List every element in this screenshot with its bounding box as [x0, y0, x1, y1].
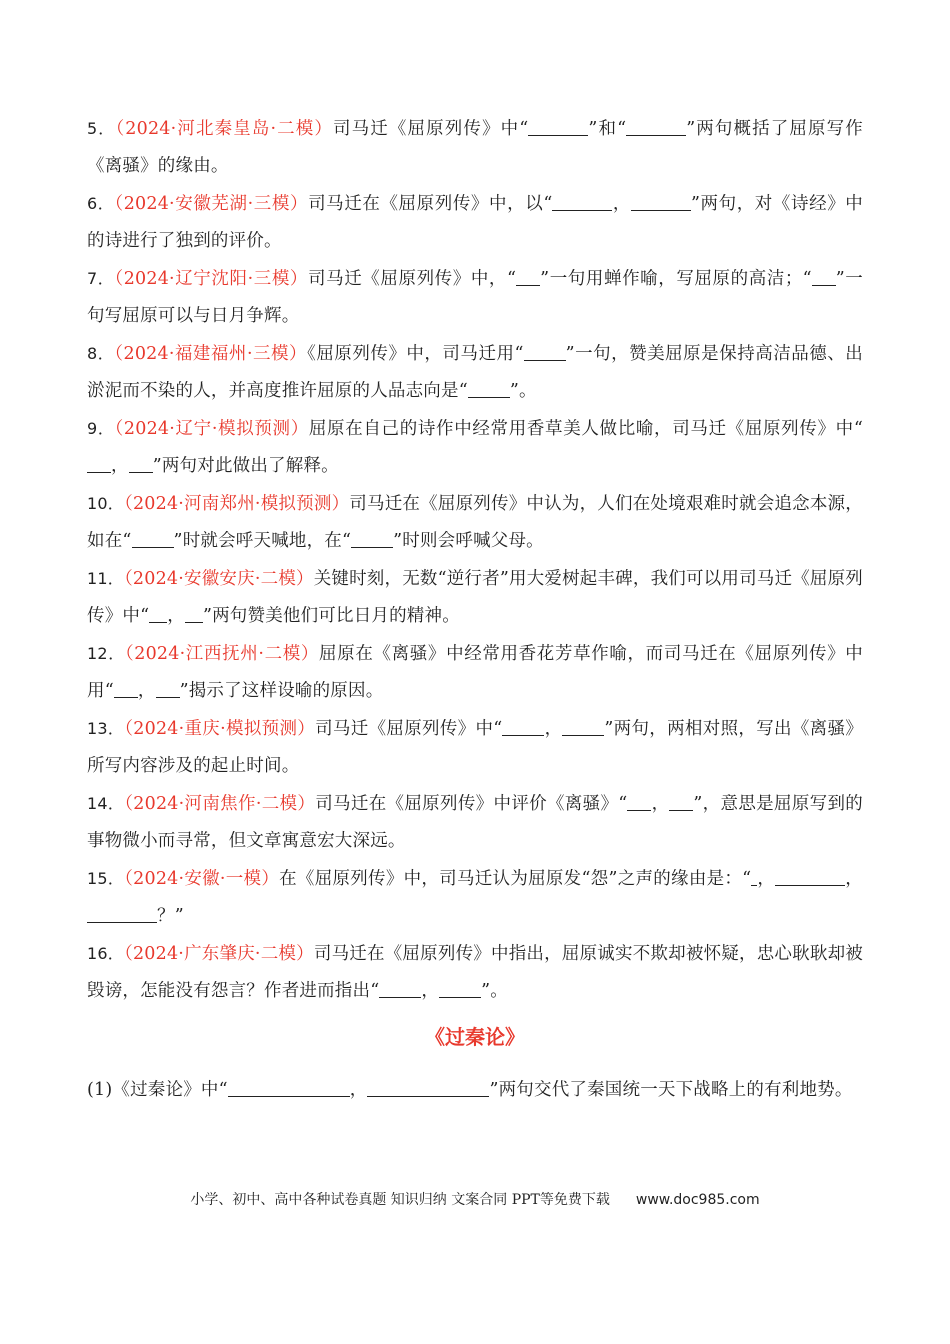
question-source: （2024·安徽·一模）	[124, 869, 280, 889]
question-text: 司马迁《屈原列传》中“	[315, 719, 503, 739]
question-item	[87, 110, 863, 185]
question-text: ，	[111, 456, 129, 476]
question-item	[87, 335, 863, 410]
answer-blank[interactable]	[552, 192, 612, 211]
answer-blank[interactable]	[627, 792, 651, 811]
question-item	[87, 185, 863, 260]
question-source: （2024·河南郑州·模拟预测）	[124, 494, 350, 514]
question-item	[87, 935, 863, 1010]
question-text: ，	[544, 719, 563, 739]
question-text: ”一句写屈原可以与日月争辉。	[87, 269, 863, 326]
question-text: ”时则会呼喊父母。	[393, 531, 544, 551]
answer-blank[interactable]	[562, 717, 604, 736]
answer-blank[interactable]	[114, 679, 138, 698]
question-item	[87, 860, 863, 935]
question-number: 15．	[87, 869, 125, 888]
question-text: 《屈原列传》中，司马迁用“	[307, 344, 524, 364]
answer-blank[interactable]	[149, 604, 167, 623]
footer-url[interactable]: www.doc985.com	[635, 1192, 760, 1208]
question-text: 屈原在自己的诗作中经常用香草美人做比喻，司马迁《屈原列传》中“	[308, 419, 863, 439]
question-source: （2024·福建福州·三模）	[114, 344, 308, 364]
answer-blank[interactable]	[669, 792, 693, 811]
question-text: ？”	[157, 906, 184, 926]
answer-blank[interactable]	[87, 904, 157, 923]
question-item	[87, 410, 863, 485]
question-text: ”。	[481, 981, 508, 1001]
answer-blank[interactable]	[379, 979, 421, 998]
question-number: 6．	[87, 194, 115, 213]
question-text: ，	[421, 981, 440, 1001]
question-number: 9．	[87, 419, 115, 438]
answer-blank[interactable]	[156, 679, 180, 698]
question-number: 8．	[87, 344, 115, 363]
question-number: 10．	[87, 494, 124, 513]
question-text: 在《屈原列传》中，司马迁认为屈原发“怨”之声的缘由是：“	[279, 869, 752, 889]
footer	[0, 1188, 950, 1212]
answer-blank[interactable]	[129, 454, 153, 473]
answer-blank[interactable]	[524, 342, 566, 361]
question-item	[87, 260, 863, 335]
answer-blank[interactable]	[775, 867, 845, 886]
question-number: 14．	[87, 794, 125, 813]
answer-blank[interactable]	[185, 604, 203, 623]
question-text: 司马迁《屈原列传》中“	[333, 119, 529, 139]
question-text: ”两句赞美他们可比日月的精神。	[202, 606, 460, 626]
question-item	[87, 710, 863, 785]
question-text: 《过秦论》中“	[112, 1080, 228, 1100]
question-source: （2024·广东肇庆·二模）	[124, 944, 314, 964]
answer-blank[interactable]	[87, 454, 111, 473]
question-item	[87, 485, 863, 560]
question-text: ，	[612, 194, 631, 214]
answer-blank[interactable]	[367, 1078, 489, 1097]
question-item	[87, 785, 863, 860]
question-text: 屈原在《离骚》中经常用香花芳草作喻，而司马迁在《屈原列传》中用“	[87, 644, 863, 701]
answer-blank[interactable]	[228, 1078, 350, 1097]
answer-blank[interactable]	[351, 529, 393, 548]
question-text: ，	[845, 869, 864, 889]
question-number: 7．	[87, 269, 115, 288]
question-source: （2024·安徽芜湖·三模）	[114, 194, 309, 214]
question-text: ”一句用蝉作喻，写屈原的高洁；“	[540, 269, 812, 289]
question-number: 12．	[87, 644, 125, 663]
question-item	[87, 560, 863, 635]
question-source: （2024·辽宁沈阳·三模）	[114, 269, 309, 289]
question-text: ，	[137, 681, 156, 701]
question-source: （2024·重庆·模拟预测）	[124, 719, 316, 739]
question-text: ”两句概括了屈原写作《离骚》的缘由。	[87, 119, 863, 176]
answer-blank[interactable]	[528, 117, 588, 136]
question-item	[87, 635, 863, 710]
answer-blank[interactable]	[132, 529, 174, 548]
answer-blank[interactable]	[626, 117, 686, 136]
question-text: 司马迁在《屈原列传》中认为，人们在处境艰难时就会追念本源，如在“	[87, 494, 863, 551]
answer-blank[interactable]	[812, 267, 836, 286]
question-text: ”两句，两相对照，写出《离骚》所写内容涉及的起止时间。	[87, 719, 863, 776]
question-number: 11．	[87, 569, 124, 588]
question-source: （2024·安徽安庆·二模）	[123, 569, 314, 589]
question-text: ，	[651, 794, 670, 814]
section-title: 《过秦论》	[425, 1025, 525, 1049]
question-text: 司马迁在《屈原列传》中，以“	[308, 194, 553, 214]
question-text: ”一句，赞美屈原是保持高洁品德、出淤泥而不染的人，并高度推许屈原的人品志向是“	[87, 344, 863, 401]
question-text: ，	[167, 606, 185, 626]
question-number: (1)	[87, 1080, 113, 1100]
question-text: 司马迁在《屈原列传》中指出，屈原诚实不欺却被怀疑，忠心耿耿却被毁谤，怎能没有怨言？作者进而指出“	[87, 944, 863, 1001]
question-text: ”揭示了这样设喻的原因。	[179, 681, 384, 701]
question-text: ”两句对此做出了解释。	[152, 456, 339, 476]
question-number: 13．	[87, 719, 125, 738]
answer-blank[interactable]	[631, 192, 691, 211]
question-source: （2024·河南焦作·二模）	[124, 794, 316, 814]
answer-blank[interactable]	[439, 979, 481, 998]
question-text: ”。	[509, 381, 537, 401]
question-source: （2024·辽宁·模拟预测）	[114, 419, 309, 439]
question-text: 关键时刻，无数“逆行者”用大爱树起丰碑，我们可以用司马迁《屈原列传》中“	[87, 569, 863, 626]
question-text: ”时就会呼天喊地，在“	[173, 531, 352, 551]
question-text: ”和“	[588, 119, 627, 139]
question-text: ”两句，对《诗经》中的诗进行了独到的评价。	[87, 194, 863, 251]
question-text: ，	[757, 869, 776, 889]
answer-blank[interactable]	[502, 717, 544, 736]
question-text: ，	[349, 1080, 368, 1100]
question-number: 16．	[87, 944, 124, 963]
question-text: ”两句交代了秦国统一天下战略上的有利地势。	[489, 1080, 853, 1100]
question-text: 司马迁《屈原列传》中，“	[308, 269, 517, 289]
section-question	[87, 1072, 863, 1109]
question-text: 司马迁在《屈原列传》中评价《离骚》“	[315, 794, 628, 814]
question-number: 5．	[87, 119, 116, 138]
footer-text: 小学、初中、高中各种试卷真题 知识归纳 文案合同 PPT等免费下载	[190, 1192, 610, 1208]
question-source: （2024·河北秦皇岛·二模）	[115, 119, 333, 139]
answer-blank[interactable]	[468, 379, 510, 398]
question-text: ”，意思是屈原写到的事物微小而寻常，但文章寓意宏大深远。	[87, 794, 864, 851]
question-source: （2024·江西抚州·二模）	[124, 644, 320, 664]
answer-blank[interactable]	[516, 267, 540, 286]
